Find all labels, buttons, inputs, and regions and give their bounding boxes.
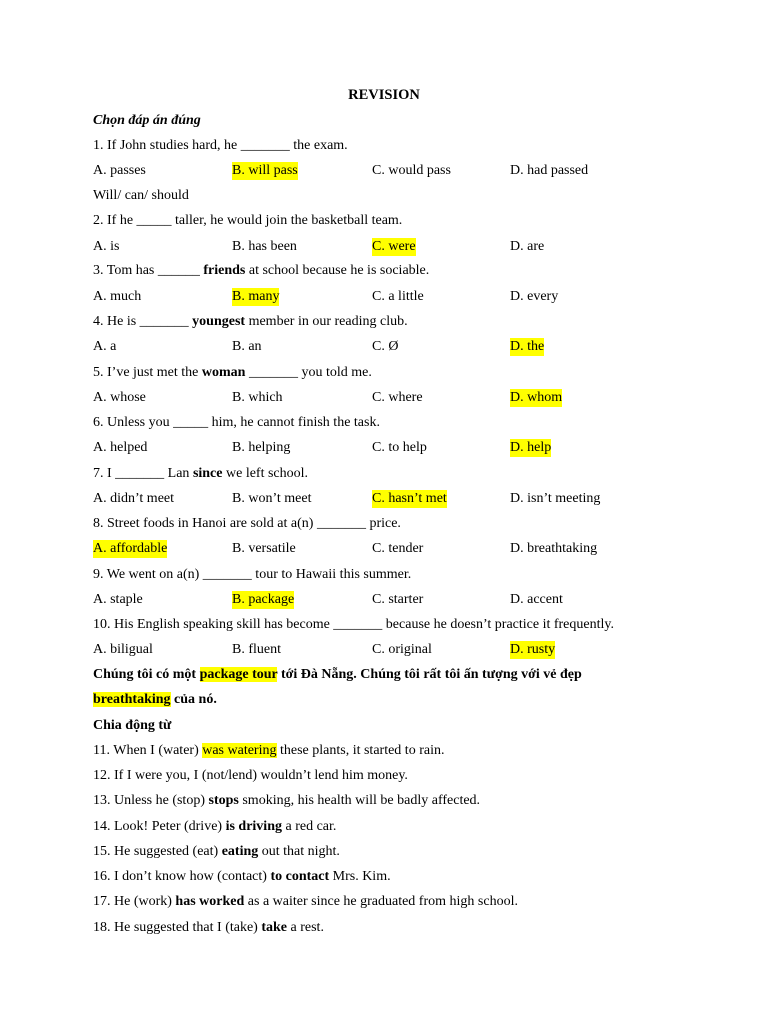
- question-16: 16. I don’t know how (contact) to contact Mrs. Kim.: [93, 869, 391, 884]
- q7-option-d: D. isn’t meeting: [510, 491, 601, 506]
- q10-option-a: A. biligual: [93, 642, 153, 657]
- q5-option-c: C. where: [372, 390, 423, 405]
- q9-option-d: D. accent: [510, 592, 563, 607]
- question-15: 15. He suggested (eat) eating out that night.: [93, 844, 340, 859]
- question-13: 13. Unless he (stop) stops smoking, his health will be badly affected.: [93, 793, 481, 808]
- q9-option-c: C. starter: [372, 592, 424, 607]
- q10-option-c: C. original: [372, 642, 432, 657]
- q1-option-d: D. had passed: [510, 163, 589, 178]
- q3-option-b: B. many: [232, 289, 280, 304]
- q3-option-a: A. much: [93, 289, 142, 304]
- q1-option-b: B. will pass: [232, 163, 298, 178]
- q3-option-c: C. a little: [372, 289, 424, 304]
- page-title: REVISION: [348, 87, 420, 103]
- q4-option-d: D. the: [510, 339, 545, 354]
- section-heading-choose: Chọn đáp án đúng: [93, 113, 201, 128]
- q4-option-c: C. Ø: [372, 339, 399, 354]
- q6-option-d: D. help: [510, 440, 552, 455]
- q4-option-a: A. a: [93, 339, 117, 354]
- q2-option-d: D. are: [510, 239, 545, 254]
- q7-option-b: B. won’t meet: [232, 491, 312, 506]
- q9-option-a: A. staple: [93, 592, 143, 607]
- q1-option-c: C. would pass: [372, 163, 451, 178]
- question-1: 1. If John studies hard, he _______ the exam.: [93, 138, 348, 153]
- q8-option-c: C. tender: [372, 541, 424, 556]
- q3-option-d: D. every: [510, 289, 559, 304]
- question-3: 3. Tom has ______ friends at school because he is sociable.: [93, 263, 430, 278]
- question-4: 4. He is _______ youngest member in our reading club.: [93, 314, 408, 329]
- q6-option-a: A. helped: [93, 440, 148, 455]
- q2-option-c: C. were: [372, 239, 416, 254]
- question-7: 7. I _______ Lan since we left school.: [93, 466, 309, 481]
- q7-option-a: A. didn’t meet: [93, 491, 175, 506]
- vietnamese-note-line-1: Chúng tôi có một package tour tới Đà Nẵng. Chúng tôi rất tôi ấn tượng với vẻ đẹp: [93, 667, 582, 682]
- q1-option-a: A. passes: [93, 163, 146, 178]
- q6-option-b: B. helping: [232, 440, 291, 455]
- question-17: 17. He (work) has worked as a waiter since he graduated from high school.: [93, 894, 518, 909]
- question-6: 6. Unless you _____ him, he cannot finish the task.: [93, 415, 380, 430]
- vietnamese-note-line-2: breathtaking của nó.: [93, 692, 217, 707]
- question-2: 2. If he _____ taller, he would join the basketball team.: [93, 213, 403, 228]
- q10-option-d: D. rusty: [510, 642, 556, 657]
- q4-option-b: B. an: [232, 339, 262, 354]
- question-11: 11. When I (water) was watering these plants, it started to rain.: [93, 743, 445, 758]
- note-modals: Will/ can/ should: [93, 188, 189, 203]
- question-8: 8. Street foods in Hanoi are sold at a(n) _______ price.: [93, 516, 401, 531]
- question-12: 12. If I were you, I (not/lend) wouldn’t lend him money.: [93, 768, 408, 783]
- section-heading-verbs: Chia động từ: [93, 718, 172, 733]
- q6-option-c: C. to help: [372, 440, 427, 455]
- question-10: 10. His English speaking skill has become _______ because he doesn’t practice it frequently.: [93, 617, 614, 632]
- q8-option-a: A. affordable: [93, 541, 168, 556]
- q5-option-a: A. whose: [93, 390, 146, 405]
- question-5: 5. I’ve just met the woman _______ you told me.: [93, 365, 372, 380]
- q2-option-a: A. is: [93, 239, 120, 254]
- q9-option-b: B. package: [232, 592, 295, 607]
- question-18: 18. He suggested that I (take) take a rest.: [93, 920, 324, 935]
- question-14: 14. Look! Peter (drive) is driving a red car.: [93, 819, 337, 834]
- question-9: 9. We went on a(n) _______ tour to Hawaii this summer.: [93, 567, 412, 582]
- q2-option-b: B. has been: [232, 239, 297, 254]
- q5-option-b: B. which: [232, 390, 283, 405]
- q8-option-d: D. breathtaking: [510, 541, 598, 556]
- q10-option-b: B. fluent: [232, 642, 281, 657]
- q7-option-c: C. hasn’t met: [372, 491, 447, 506]
- q8-option-b: B. versatile: [232, 541, 296, 556]
- q5-option-d: D. whom: [510, 390, 563, 405]
